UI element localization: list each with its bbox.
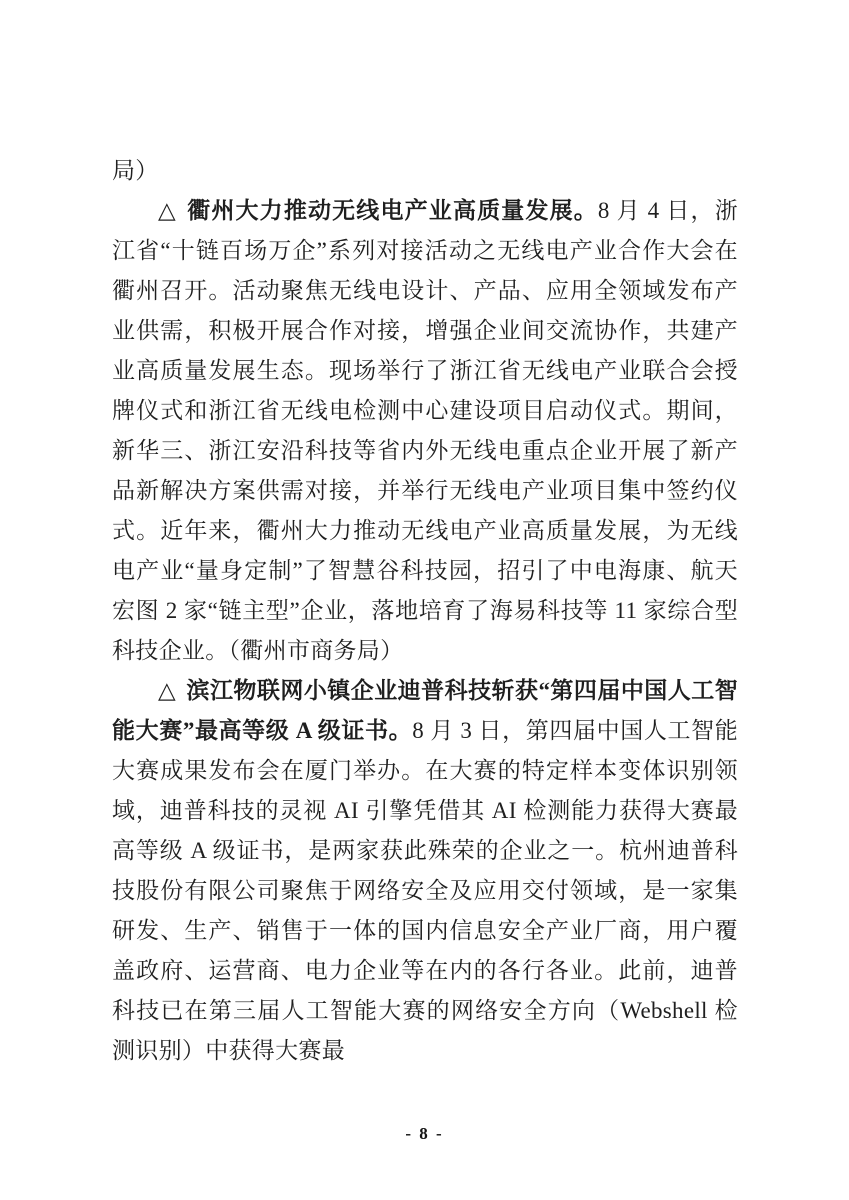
news-item-body: 8 月 3 日，第四届中国人工智能大赛成果发布会在厦门举办。在大赛的特定样本变体识别领域，迪普科技的灵视 AI 引擎凭借其 AI 检测能力获得大赛最高等级 A 级证书，是两家获此殊荣的企业之一。杭州迪普科技股份有限公司聚焦于网络安全及应用交付领域，是一家集研发、生产、销售于一体的国内信息安全产业厂商，用户覆盖政府、运营商、电力企业等在内的各行各业。此前，迪普科技已在第三届人工智能大赛的网络安全方向（Webshell 检测识别）中获得大赛最 [112,718,738,1063]
news-item-title: 衢州大力推动无线电产业高质量发展。 [187,198,598,223]
news-item-dptech [112,671,738,1071]
triangle-bullet-icon: △ [158,678,177,703]
news-item-quzhou [112,191,738,671]
page-body [112,151,738,1071]
news-item-title: 滨江物联网小镇企业迪普科技斩获“第四届中国人工智能大赛”最高等级 A 级证书。 [112,678,738,743]
news-item-body: 8 月 4 日，浙江省“十链百场万企”系列对接活动之无线电产业合作大会在衢州召开。活动聚焦无线电设计、产品、应用全领域发布产业供需，积极开展合作对接，增强企业间交流协作，共建产业高质量发展生态。现场举行了浙江省无线电产业联合会授牌仪式和浙江省无线电检测中心建设项目启动仪式。期间，新华三、浙江安沿科技等省内外无线电重点企业开展了新产品新解决方案供需对接，并举行无线电产业项目集中签约仪式。近年来，衢州大力推动无线电产业高质量发展，为无线电产业“量身定制”了智慧谷科技园，招引了中电海康、航天宏图 2 家“链主型”企业，落地培育了海易科技等 11 家综合型科技企业。（衢州市商务局） [112,198,738,663]
page-number: - 8 - [405,1124,444,1143]
continuation-text: 局） [112,158,159,183]
triangle-bullet-icon: △ [158,198,177,223]
